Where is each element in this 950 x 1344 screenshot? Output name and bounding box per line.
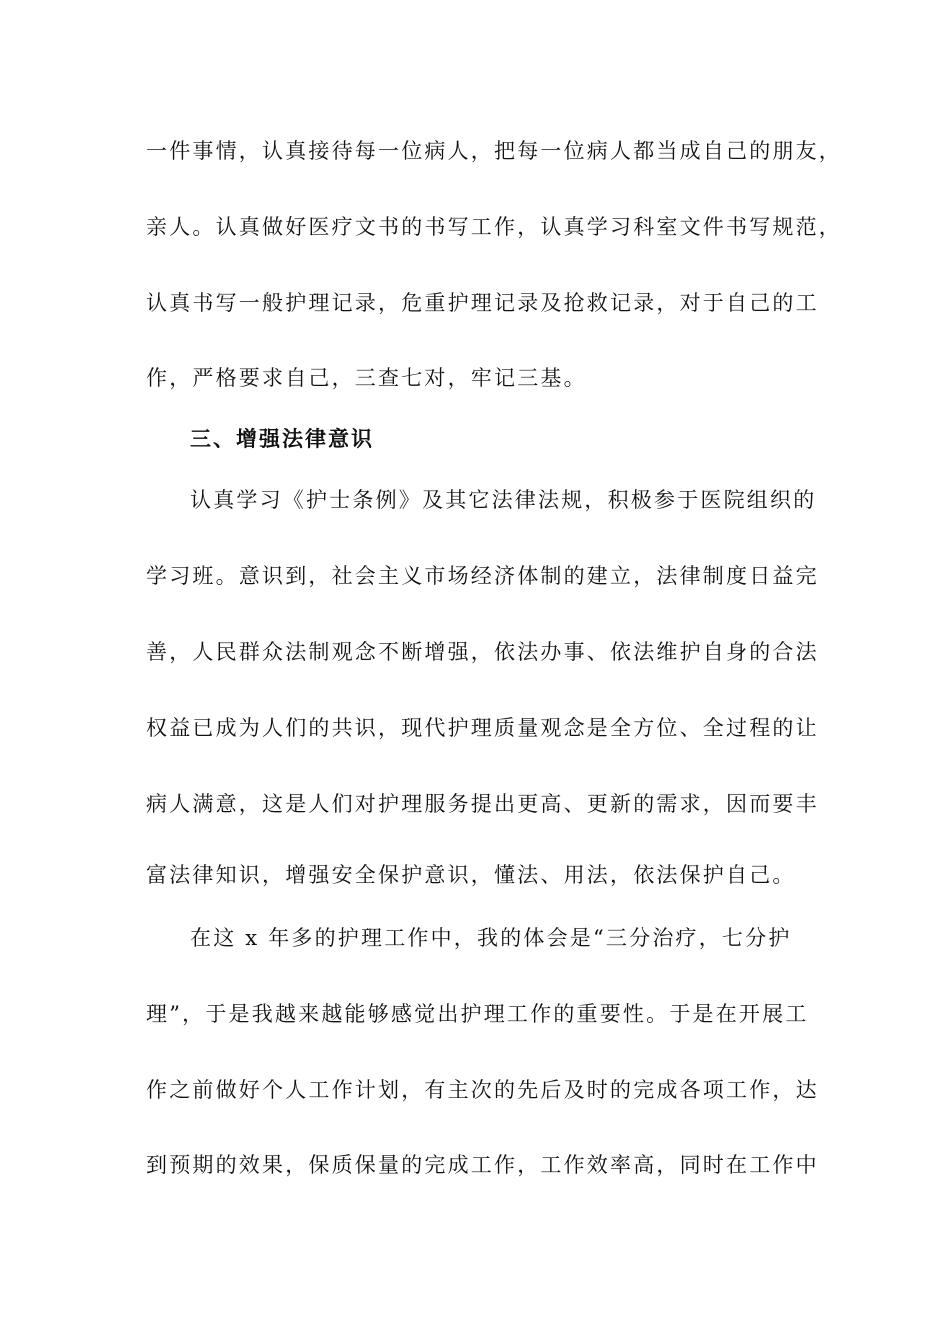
section-heading: 三、增强法律意识 bbox=[190, 426, 374, 451]
text-line: 到预期的效果，保质保量的完成工作，工作效率高，同时在工作中 bbox=[146, 1153, 819, 1177]
text-line: 病人满意，这是人们对护理服务提出更高、更新的需求，因而要丰 bbox=[146, 792, 819, 816]
text-line: 理”，于是我越来越能够感觉出护理工作的重要性。于是在开展工 bbox=[146, 1002, 809, 1026]
paragraph-first-line: 认真学习《护士条例》及其它法律法规，积极参于医院组织的 bbox=[190, 488, 817, 512]
text-line: 一件事情，认真接待每一位病人，把每一位病人都当成自己的朋友， bbox=[146, 139, 842, 163]
text-line: 富法律知识，增强安全保护意识，懂法、用法，依法保护自己。 bbox=[146, 863, 796, 887]
text-line: 认真书写一般护理记录，危重护理记录及抢救记录，对于自己的工 bbox=[146, 291, 819, 315]
paragraph-first-line: 在这 x 年多的护理工作中，我的体会是“三分治疗，七分护 bbox=[190, 926, 792, 950]
text-line: 作，严格要求自己，三查七对，牢记三基。 bbox=[146, 366, 587, 390]
text-line: 亲人。认真做好医疗文书的书写工作，认真学习科室文件书写规范， bbox=[146, 215, 842, 239]
text-line: 学习班。意识到，社会主义市场经济体制的建立，法律制度日益完 bbox=[146, 564, 819, 588]
text-line: 作之前做好个人工作计划，有主次的先后及时的完成各项工作，达 bbox=[146, 1078, 819, 1102]
text-line: 权益已成为人们的共识，现代护理质量观念是全方位、全过程的让 bbox=[146, 716, 819, 740]
text-line: 善，人民群众法制观念不断增强，依法办事、依法维护自身的合法 bbox=[146, 640, 819, 664]
